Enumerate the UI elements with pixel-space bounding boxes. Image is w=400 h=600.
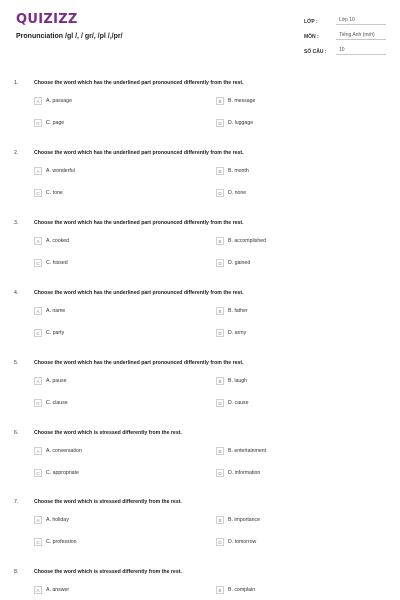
- option-text: B. accomplished: [228, 238, 267, 244]
- option-text: A. passage: [46, 98, 72, 104]
- options: [14, 97, 386, 143]
- option-text: C. page: [46, 120, 65, 126]
- options: [14, 307, 386, 353]
- question-3: [14, 220, 386, 283]
- option-text: B. entertainment: [228, 448, 267, 454]
- option-letter-box: C: [34, 469, 42, 477]
- option-letter-box: B: [216, 307, 224, 315]
- worksheet-meta: [304, 12, 386, 57]
- option-letter-box: B: [216, 447, 224, 455]
- option-letter-box: C: [34, 399, 42, 407]
- worksheet-title: Pronunciation /gl /, / gr/, /pl /,/pr/: [16, 33, 123, 40]
- option-text: B. father: [228, 308, 248, 314]
- option-b[interactable]: [216, 97, 255, 105]
- question-text: Choose the word which has the underlined part pronounced differently from the rest.: [34, 220, 244, 226]
- option-d[interactable]: [216, 399, 248, 407]
- question-1: [14, 80, 386, 143]
- question-text: Choose the word which has the underlined part pronounced differently from the rest.: [34, 80, 244, 86]
- option-b[interactable]: [216, 237, 266, 245]
- option-letter-box: C: [34, 538, 42, 546]
- question-header: [14, 360, 386, 366]
- option-letter-box: B: [216, 516, 224, 524]
- option-letter-box: D: [216, 189, 224, 197]
- option-letter-box: D: [216, 259, 224, 267]
- option-c[interactable]: [34, 259, 68, 267]
- option-c[interactable]: [34, 538, 77, 546]
- option-letter-box: A: [34, 167, 42, 175]
- option-letter-box: D: [216, 119, 224, 127]
- question-header: [14, 290, 386, 296]
- option-b[interactable]: [216, 377, 247, 385]
- question-text: Choose the word which has the underlined part pronounced differently from the rest.: [34, 290, 244, 296]
- question-7: [14, 499, 386, 562]
- question-5: [14, 360, 386, 423]
- option-text: A. name: [46, 308, 66, 314]
- meta-value: Tiếng Anh (mới): [336, 32, 386, 40]
- option-b[interactable]: [216, 586, 255, 594]
- option-d[interactable]: [216, 119, 253, 127]
- option-a[interactable]: [34, 447, 82, 455]
- option-text: A. pause: [46, 378, 67, 384]
- question-number: 6.: [14, 430, 19, 436]
- meta-row-count: [304, 42, 386, 57]
- meta-row-subject: [304, 27, 386, 42]
- option-text: B. month: [228, 168, 249, 174]
- option-letter-box: C: [34, 329, 42, 337]
- option-d[interactable]: [216, 538, 256, 546]
- option-letter-box: A: [34, 586, 42, 594]
- option-a[interactable]: [34, 237, 69, 245]
- option-text: B. message: [228, 98, 256, 104]
- option-d[interactable]: [216, 329, 246, 337]
- question-text: Choose the word which is stressed differently from the rest.: [34, 430, 182, 436]
- options: [14, 377, 386, 423]
- option-d[interactable]: [216, 189, 246, 197]
- option-text: C. appropriate: [46, 470, 79, 476]
- option-a[interactable]: [34, 97, 72, 105]
- question-8: [14, 569, 386, 600]
- question-header: [14, 220, 386, 226]
- option-a[interactable]: [34, 307, 65, 315]
- question-2: [14, 150, 386, 213]
- option-b[interactable]: [216, 167, 249, 175]
- option-c[interactable]: [34, 329, 64, 337]
- question-text: Choose the word which is stressed differently from the rest.: [34, 569, 182, 575]
- option-letter-box: A: [34, 377, 42, 385]
- options: [14, 447, 386, 493]
- option-text: D. none: [228, 190, 247, 196]
- option-text: C. profession: [46, 539, 77, 545]
- option-letter-box: D: [216, 329, 224, 337]
- option-c[interactable]: [34, 469, 79, 477]
- question-number: 8.: [14, 569, 19, 575]
- meta-key: SỐ CÂU :: [304, 49, 327, 55]
- question-header: [14, 80, 386, 86]
- options: [14, 167, 386, 213]
- option-text: D. cause: [228, 400, 249, 406]
- option-letter-box: B: [216, 237, 224, 245]
- option-text: D. tomorrow: [228, 539, 257, 545]
- option-text: B. complain: [228, 587, 256, 593]
- option-text: B. importance: [228, 517, 261, 523]
- options: [14, 586, 386, 600]
- option-text: C. hissed: [46, 260, 68, 266]
- question-number: 2.: [14, 150, 19, 156]
- option-text: A. answer: [46, 587, 70, 593]
- option-text: B. laugh: [228, 378, 248, 384]
- option-a[interactable]: [34, 167, 75, 175]
- question-text: Choose the word which has the underlined part pronounced differently from the rest.: [34, 360, 244, 366]
- option-b[interactable]: [216, 307, 248, 315]
- option-d[interactable]: [216, 259, 250, 267]
- option-c[interactable]: [34, 399, 68, 407]
- options: [14, 237, 386, 283]
- question-header: [14, 430, 386, 436]
- option-letter-box: C: [34, 119, 42, 127]
- options: [14, 516, 386, 562]
- option-letter-box: D: [216, 538, 224, 546]
- option-a[interactable]: [34, 586, 69, 594]
- question-header: [14, 150, 386, 156]
- option-letter-box: B: [216, 167, 224, 175]
- option-letter-box: B: [216, 97, 224, 105]
- option-text: D. army: [228, 330, 247, 336]
- option-letter-box: A: [34, 307, 42, 315]
- option-letter-box: D: [216, 469, 224, 477]
- option-text: A. conversation: [46, 448, 82, 454]
- option-text: A. holiday: [46, 517, 69, 523]
- question-text: Choose the word which has the underlined part pronounced differently from the rest.: [34, 150, 244, 156]
- question-6: [14, 430, 386, 493]
- question-text: Choose the word which is stressed differently from the rest.: [34, 499, 182, 505]
- option-b[interactable]: [216, 447, 266, 455]
- meta-row-class: [304, 12, 386, 27]
- question-number: 7.: [14, 499, 19, 505]
- question-number: 1.: [14, 80, 19, 86]
- question-number: 3.: [14, 220, 19, 226]
- option-text: D. gained: [228, 260, 251, 266]
- question-header: [14, 499, 386, 505]
- meta-value: Lớp 10: [336, 17, 386, 25]
- option-text: A. wonderful: [46, 168, 75, 174]
- option-letter-box: C: [34, 189, 42, 197]
- meta-key: LỚP :: [304, 19, 318, 25]
- option-letter-box: B: [216, 586, 224, 594]
- question-header: [14, 569, 386, 575]
- option-c[interactable]: [34, 119, 64, 127]
- option-letter-box: A: [34, 237, 42, 245]
- question-number: 5.: [14, 360, 19, 366]
- meta-key: MÔN :: [304, 34, 319, 40]
- option-letter-box: C: [34, 259, 42, 267]
- meta-value: 10: [336, 47, 386, 55]
- option-letter-box: D: [216, 399, 224, 407]
- option-letter-box: A: [34, 97, 42, 105]
- option-d[interactable]: [216, 469, 260, 477]
- option-text: A. cooked: [46, 238, 70, 244]
- option-text: C. clause: [46, 400, 68, 406]
- question-number: 4.: [14, 290, 19, 296]
- option-a[interactable]: [34, 377, 66, 385]
- option-a[interactable]: [34, 516, 69, 524]
- option-b[interactable]: [216, 516, 260, 524]
- option-c[interactable]: [34, 189, 63, 197]
- question-4: [14, 290, 386, 353]
- option-text: D. luggage: [228, 120, 254, 126]
- option-text: C. party: [46, 330, 65, 336]
- option-letter-box: B: [216, 377, 224, 385]
- option-text: C. tone: [46, 190, 63, 196]
- option-letter-box: A: [34, 516, 42, 524]
- option-letter-box: A: [34, 447, 42, 455]
- quizizz-logo: QUIZIZZ: [16, 12, 78, 27]
- option-text: D. information: [228, 470, 261, 476]
